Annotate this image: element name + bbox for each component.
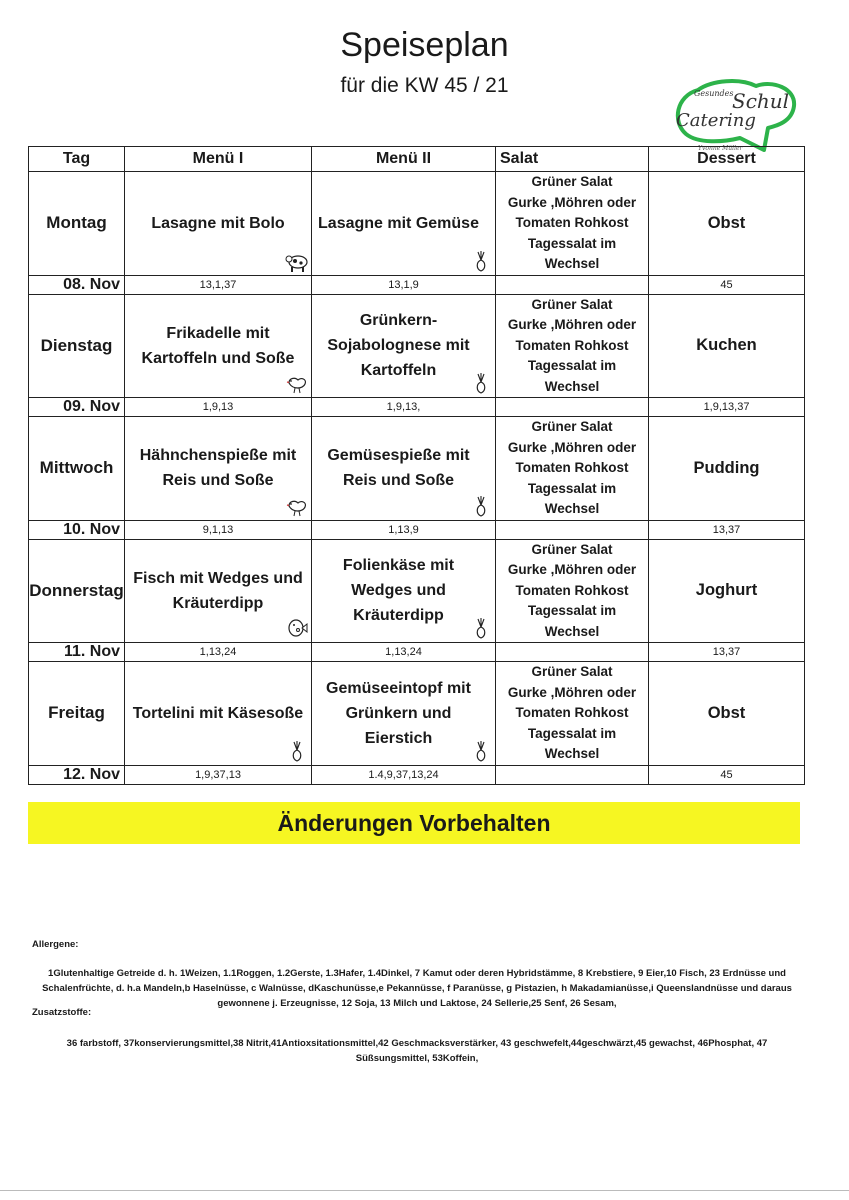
salad-line: Tomaten Rohkost — [515, 215, 629, 230]
salad-line: Gurke ,Möhren oder — [507, 439, 637, 455]
salad-line: Tomaten Rohkost — [515, 460, 629, 475]
salad-line: Grüner Salat — [531, 419, 613, 434]
day-row — [29, 417, 805, 521]
salad-line: Tagessalat im — [527, 603, 617, 618]
salad-line: Gurke ,Möhren oder — [507, 194, 637, 210]
salad-cell — [496, 662, 649, 766]
menu1-text: Lasagne mit Bolo — [151, 214, 285, 232]
menu2-codes: 13,1,9 — [312, 275, 496, 294]
code-row — [29, 765, 805, 784]
menu2-cell — [312, 539, 496, 643]
dessert-text: Pudding — [649, 417, 805, 521]
day-name: Dienstag — [29, 294, 125, 398]
day-row — [29, 539, 805, 643]
menu1-codes: 1,9,37,13 — [125, 765, 312, 784]
salad-line: Wechsel — [544, 256, 600, 271]
day-row — [29, 172, 805, 276]
menu1-cell — [125, 172, 312, 276]
vegetable-icon — [285, 739, 309, 763]
menu1-text: Tortelini mit Käsesoße — [132, 704, 304, 722]
salad-line: Gurke ,Möhren oder — [507, 562, 637, 577]
menu1-codes: 13,1,37 — [125, 275, 312, 294]
logo-catering: Catering — [676, 110, 756, 131]
menu1-cell — [125, 539, 312, 643]
changes-banner: Änderungen Vorbehalten — [28, 802, 800, 844]
menu1-text: Hähnchenspieße mit Reis und Soße — [139, 447, 297, 490]
menu2-text: Gemüsespieße mit Reis und Soße — [327, 447, 470, 490]
fish-icon — [285, 616, 309, 640]
vegetable-icon — [469, 616, 493, 640]
cow-icon — [285, 249, 309, 273]
menu1-codes: 1,13,24 — [125, 643, 312, 662]
salad-line: Tagessalat im — [527, 235, 617, 251]
salad-line: Wechsel — [544, 746, 600, 761]
salad-codes — [496, 520, 649, 539]
salad-line: Grüner Salat — [531, 664, 613, 679]
salad-cell — [496, 172, 649, 276]
day-name: Mittwoch — [29, 417, 125, 521]
col-header-salat: Salat — [496, 147, 649, 172]
salad-line: Tagessalat im — [527, 725, 617, 741]
menu1-cell — [125, 294, 312, 398]
salad-line: Wechsel — [544, 501, 600, 516]
salad-line: Gurke ,Möhren oder — [507, 684, 637, 700]
chef-hat-logo — [668, 76, 800, 156]
salad-line: Grüner Salat — [531, 296, 613, 312]
dessert-codes: 1,9,13,37 — [649, 398, 805, 417]
menu2-cell — [312, 662, 496, 766]
day-date: 10. Nov — [29, 520, 125, 539]
col-header-dessert: Dessert — [649, 147, 805, 172]
page-subtitle: für die KW 45 / 21 — [340, 74, 509, 97]
menu1-cell — [125, 662, 312, 766]
salad-cell — [496, 417, 649, 521]
header-row — [29, 147, 805, 172]
code-row — [29, 643, 805, 662]
menu2-cell — [312, 172, 496, 276]
menu1-text: Fisch mit Wedges und Kräuterdipp — [133, 569, 303, 612]
menu2-text: Gemüseeintopf mit Grünkern und Eierstich — [326, 679, 471, 747]
dessert-codes: 13,37 — [649, 643, 805, 662]
dessert-text: Obst — [649, 172, 805, 276]
salad-line: Tomaten Rohkost — [515, 705, 629, 720]
salad-line: Tagessalat im — [527, 358, 617, 373]
menu2-text: Folienkäse mit Wedges und Kräuterdipp — [342, 557, 455, 625]
salad-line: Tagessalat im — [527, 480, 617, 496]
dessert-text: Joghurt — [649, 539, 805, 643]
vegetable-icon — [469, 371, 493, 395]
day-date: 11. Nov — [29, 643, 125, 662]
day-name: Montag — [29, 172, 125, 276]
menu1-cell — [125, 417, 312, 521]
menu2-cell — [312, 294, 496, 398]
day-name: Donnerstag — [29, 539, 125, 643]
page-title: Speiseplan — [340, 26, 509, 64]
logo-sign: Yvonne Müller — [698, 145, 743, 152]
col-header-menu1: Menü I — [125, 147, 312, 172]
day-row — [29, 294, 805, 398]
salad-line: Grüner Salat — [531, 541, 613, 557]
salad-line: Tomaten Rohkost — [515, 337, 629, 353]
salad-cell — [496, 539, 649, 643]
dessert-codes: 45 — [649, 765, 805, 784]
salad-codes — [496, 643, 649, 662]
menu2-cell — [312, 417, 496, 521]
menu2-codes: 1,9,13, — [312, 398, 496, 417]
day-name: Freitag — [29, 662, 125, 766]
day-date: 09. Nov — [29, 398, 125, 417]
menu2-text: Grünkern- Sojabolognese mit Kartoffeln — [327, 312, 470, 380]
code-row — [29, 520, 805, 539]
salad-codes — [496, 398, 649, 417]
salad-line: Grüner Salat — [531, 174, 613, 189]
day-date: 08. Nov — [29, 275, 125, 294]
logo-line1: Gesundes — [694, 89, 734, 98]
chicken-icon — [285, 371, 309, 395]
code-row — [29, 275, 805, 294]
menu1-text: Frikadelle mit Kartoffeln und Soße — [141, 324, 295, 367]
allergene-title: Allergene: — [32, 939, 79, 950]
dessert-text: Obst — [649, 662, 805, 766]
menu2-codes: 1,13,24 — [312, 643, 496, 662]
day-row — [29, 662, 805, 766]
salad-line: Gurke ,Möhren oder — [507, 317, 637, 332]
menu2-codes: 1,13,9 — [312, 520, 496, 539]
menu1-codes: 1,9,13 — [125, 398, 312, 417]
salad-line: Wechsel — [544, 378, 600, 394]
menu2-codes: 1.4,9,37,13,24 — [312, 765, 496, 784]
salad-codes — [496, 765, 649, 784]
chicken-icon — [285, 494, 309, 518]
logo-schul: Schul — [732, 89, 790, 113]
dessert-text: Kuchen — [649, 294, 805, 398]
page-bottom-edge — [0, 1190, 849, 1191]
zusatz-title: Zusatzstoffe: — [32, 1007, 92, 1018]
salad-line: Wechsel — [544, 623, 600, 639]
col-header-menu2: Menü II — [312, 147, 496, 172]
vegetable-icon — [469, 494, 493, 518]
dessert-codes: 45 — [649, 275, 805, 294]
vegetable-icon — [469, 739, 493, 763]
code-row — [29, 398, 805, 417]
vegetable-icon — [469, 249, 493, 273]
salad-codes — [496, 275, 649, 294]
col-header-tag: Tag — [29, 147, 125, 172]
day-date: 12. Nov — [29, 765, 125, 784]
menu-table — [28, 146, 805, 785]
salad-line: Tomaten Rohkost — [515, 582, 629, 598]
zusatz-text: 36 farbstoff, 37konservierungsmittel,38 Nitrit,41Antioxsitationsmittel,42 Geschmacksverstärker, 43 geschwefelt,44geschwärzt,45 gewachst, 46Phosphat, 47 Süßsungsmittel, 53Koffein, — [66, 1038, 768, 1064]
dessert-codes: 13,37 — [649, 520, 805, 539]
allergene-text: 1Glutenhaltige Getreide d. h. 1Weizen, 1.1Roggen, 1.2Gerste, 1.3Hafer, 1.4Dinkel, 7 Kamut oder deren Hybridstämme, 8 Krebstiere, 9 Eier,10 Fisch, 23 Erdnüsse und Schalenfrüchte, d. h.a Mandeln,b Haselnüsse, c Walnüsse, dKaschunüsse,e Pekannüsse, f Paranüsse, g Pistazien, h Makadamianüsse,i Queenslandnüsse und daraus gewonnene j. Erzeugnisse, 12 Soja, 13 Milch und Laktose, 24 Sellerie,25 Senf, 26 Sesam, — [42, 968, 792, 1009]
menu2-text: Lasagne mit Gemüse — [318, 214, 479, 232]
salad-cell — [496, 294, 649, 398]
menu1-codes: 9,1,13 — [125, 520, 312, 539]
